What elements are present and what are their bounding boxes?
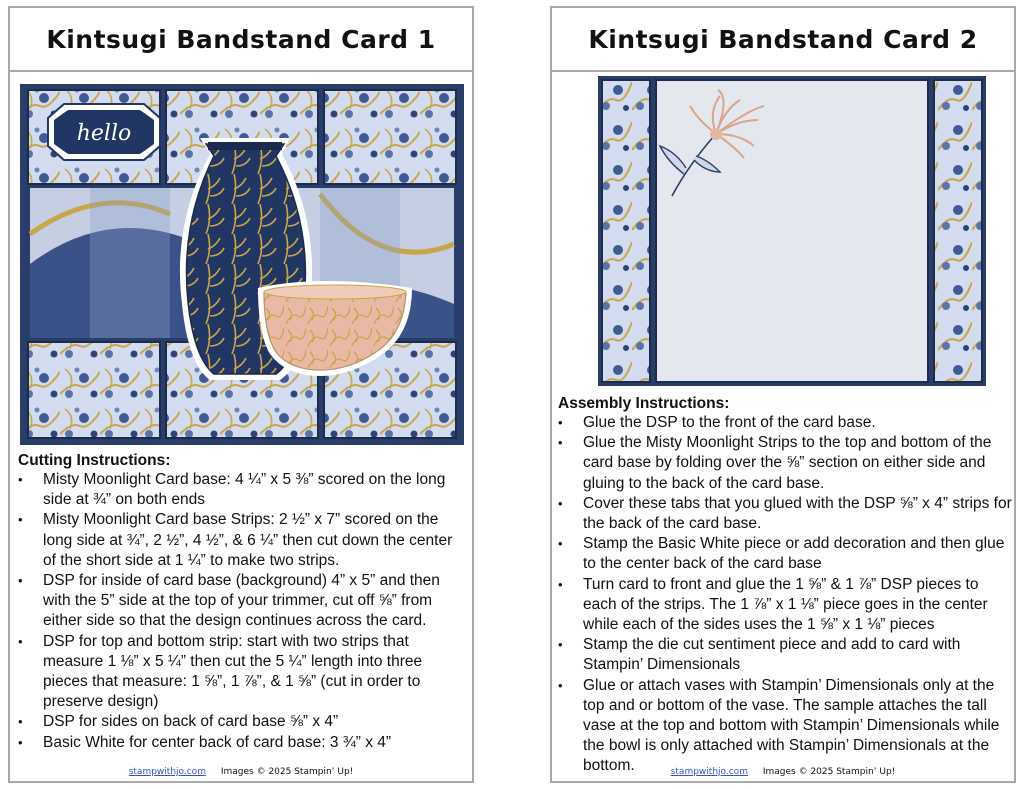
list-item: • Glue the DSP to the front of the card base.	[558, 413, 1014, 433]
list-item: • DSP for inside of card base (background) 4” x 5” and then with the 5” side at the top of your trimmer, cut off ⅝” from either side so that the design continues across the card.	[18, 571, 468, 632]
card1-panel	[8, 6, 474, 783]
hello-text: hello	[76, 121, 132, 146]
list-item: • Cover these tabs that you glued with the DSP ⅝” x 4” strips for the back of the card base.	[558, 494, 1014, 534]
footer-link[interactable]: stampwithjo.com	[670, 767, 748, 777]
list-item: • Basic White for center back of card base: 3 ¾” x 4”	[18, 733, 468, 753]
list-item: • Glue the Misty Moonlight Strips to the top and bottom of the card base by folding over the ⅝” section on either side and gluing to the back of the card base.	[558, 433, 1014, 494]
list-item: • DSP for sides on back of card base ⅝” x 4”	[18, 712, 468, 732]
list-item: • Turn card to front and glue the 1 ⅝” & 1 ⅞” DSP pieces to each of the strips. The 1 ⅞” x 1 ⅛” piece goes in the center while each of the sides uses the 1 ⅝” x 1 ⅛” pieces	[558, 575, 1014, 636]
assembly-heading: Assembly Instructions:	[558, 395, 730, 412]
card1-photo	[20, 84, 464, 445]
card1-illustration	[20, 84, 464, 445]
hello-sentiment	[48, 104, 160, 160]
cutting-heading: Cutting Instructions:	[18, 452, 171, 469]
card2-footer	[552, 767, 1014, 777]
list-item: • Stamp the die cut sentiment piece and add to card with Stampin’ Dimensionals	[558, 635, 1014, 675]
card2-photo	[598, 76, 986, 386]
cutting-list	[18, 470, 468, 753]
card2-panel	[550, 6, 1016, 783]
card1-title: Kintsugi Bandstand Card 1	[10, 8, 472, 72]
card2-illustration	[598, 76, 986, 386]
list-item: • Misty Moonlight Card base Strips: 2 ½” x 7” scored on the long side at ¾”, 2 ½”, 4 ½”, & 6 ¼” then cut down the center of the short side at 1 ¼” to make two strips.	[18, 510, 468, 571]
card2-title: Kintsugi Bandstand Card 2	[552, 8, 1014, 72]
list-item: • DSP for top and bottom strip: start with two strips that measure 1 ⅛” x 5 ¼” then cut the 5 ¼” length into three pieces that measure: 1 ⅝”, 1 ⅞”, & 1 ⅝” (cut in order to preserve design)	[18, 632, 468, 713]
footer-credit: Images © 2025 Stampin’ Up!	[762, 767, 896, 777]
list-item: • Stamp the Basic White piece or add decoration and then glue to the center back of the card base	[558, 534, 1014, 574]
list-item: • Glue or attach vases with Stampin’ Dimensionals only at the top and or bottom of the vase. The sample attaches the tall vase at the top and bottom with Stampin’ Dimensionals while the bowl is only attached with Stampin’ Dimensionals at the bottom.	[558, 676, 1014, 777]
footer-credit: Images © 2025 Stampin’ Up!	[220, 767, 354, 777]
footer-link[interactable]: stampwithjo.com	[128, 767, 206, 777]
card1-footer	[10, 767, 472, 777]
assembly-list	[558, 413, 1014, 777]
cutting-instructions	[18, 452, 468, 753]
list-item: • Misty Moonlight Card base: 4 ¼” x 5 ⅜” scored on the long side at ¾” on both ends	[18, 470, 468, 510]
assembly-instructions	[558, 395, 1014, 777]
